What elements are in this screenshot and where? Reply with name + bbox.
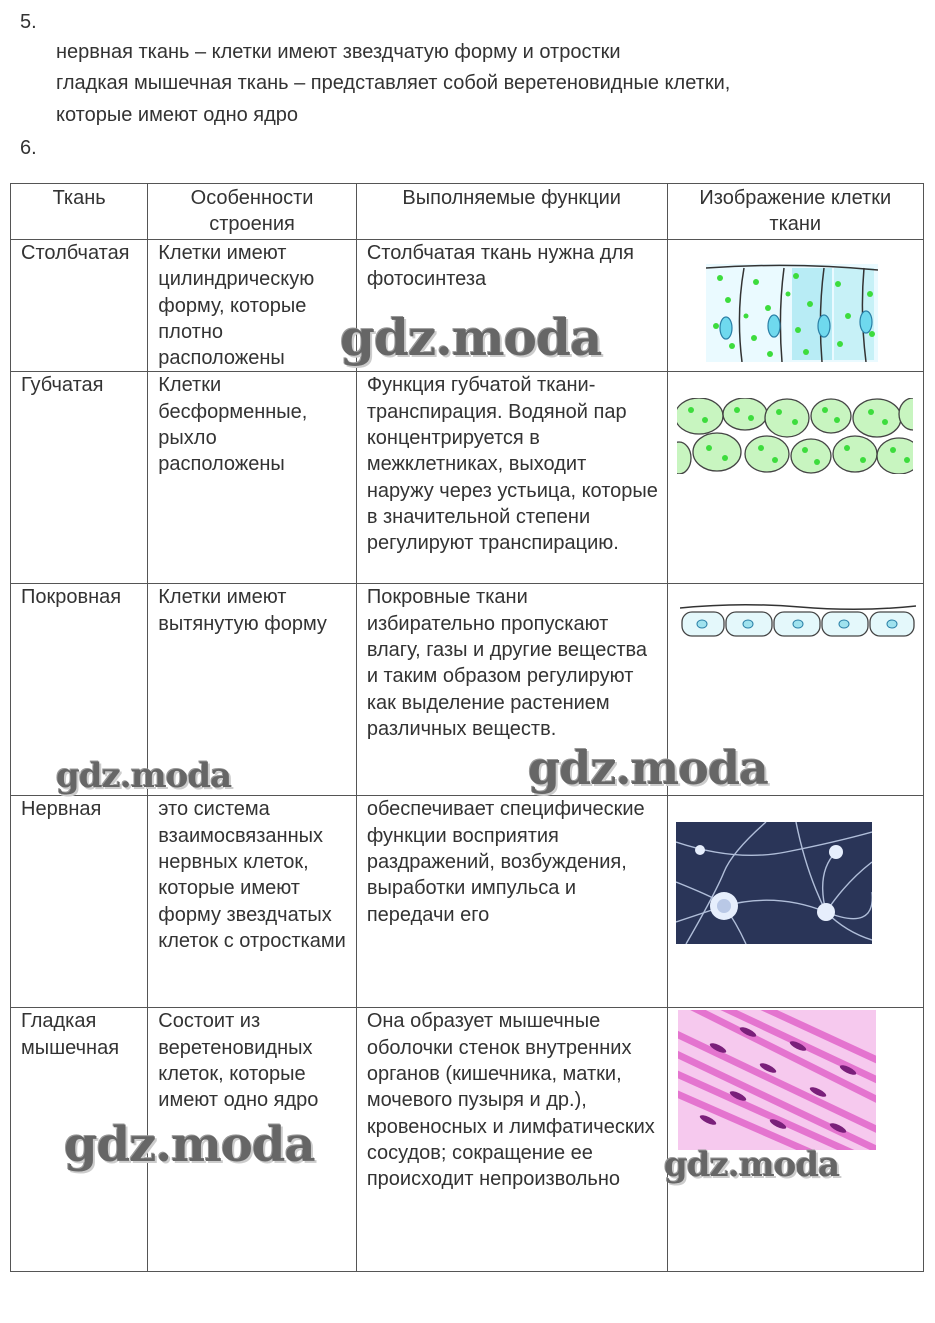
cell-image <box>667 240 923 372</box>
table-row <box>11 796 924 1008</box>
item-5-line-3: которые имеют одно ядро <box>56 104 299 126</box>
item-6-number: 6. <box>20 137 37 159</box>
header-tissue: Ткань <box>11 184 148 240</box>
cell-function: обеспечивает специфические функции восприятия раздражений, возбуждения, выработки импульса и передачи его <box>356 796 667 1008</box>
cell-tissue: Гладкая мышечная <box>11 1008 148 1272</box>
watermark: gdz.moda <box>64 1117 315 1173</box>
cell-function: Функция губчатой ткани-транспирация. Водяной пар концентрируется в межклетниках, выходит наружу через устьица, которые в значительной степени регулируют транспирацию. <box>356 372 667 584</box>
integumentary-tissue-illustration <box>680 602 916 642</box>
cell-structure: Клетки бесформенные, рыхло расположены <box>148 372 357 584</box>
cell-function: Она образует мышечные оболочки стенок внутренних органов (кишечника, матки, мочевого пузыря и др.), кровеносных и лимфатических сосудов; сокращение ее происходит непроизвольно <box>356 1008 667 1272</box>
watermark: gdz.moda <box>340 308 602 367</box>
watermark: gdz.moda <box>56 756 232 796</box>
cell-structure: Состоит из веретеновидных клеток, которые имеют одно ядро <box>148 1008 357 1272</box>
smooth-muscle-photo <box>678 1010 876 1150</box>
cell-function: Покровные ткани избирательно пропускают влагу, газы и другие вещества и таким образом регулируют как выделение растением различных веществ. <box>356 584 667 796</box>
cell-tissue: Столбчатая <box>11 240 148 372</box>
header-functions: Выполняемые функции <box>356 184 667 240</box>
spongy-tissue-illustration <box>677 398 913 474</box>
item-5-line-2: гладкая мышечная ткань – представляет собой веретеновидные клетки, <box>56 72 731 94</box>
columnar-tissue-illustration <box>706 264 878 362</box>
cell-tissue: Нервная <box>11 796 148 1008</box>
cell-structure: это система взаимосвязанных нервных клеток, которые имеют форму звездчатых клеток с отростками <box>148 796 357 1008</box>
nerve-tissue-photo <box>676 822 872 944</box>
table-row <box>11 372 924 584</box>
cell-structure: Клетки имеют вытянутую форму <box>148 584 357 796</box>
header-image: Изображение клетки ткани <box>667 184 923 240</box>
watermark: gdz.moda <box>664 1145 840 1185</box>
item-5-number: 5. <box>20 11 37 33</box>
item-5-line-1: нервная ткань – клетки имеют звездчатую форму и отростки <box>56 41 621 63</box>
cell-image <box>667 372 923 584</box>
cell-structure: Клетки имеют цилиндрическую форму, которые плотно расположены <box>148 240 357 372</box>
watermark: gdz.moda <box>528 741 768 795</box>
cell-image <box>667 1008 923 1272</box>
cell-tissue: Покровная <box>11 584 148 796</box>
cell-image <box>667 796 923 1008</box>
header-structure: Особенности строения <box>148 184 357 240</box>
table-header-row <box>11 184 924 240</box>
cell-tissue: Губчатая <box>11 372 148 584</box>
cell-function: Столбчатая ткань нужна для фотосинтеза <box>356 240 667 372</box>
